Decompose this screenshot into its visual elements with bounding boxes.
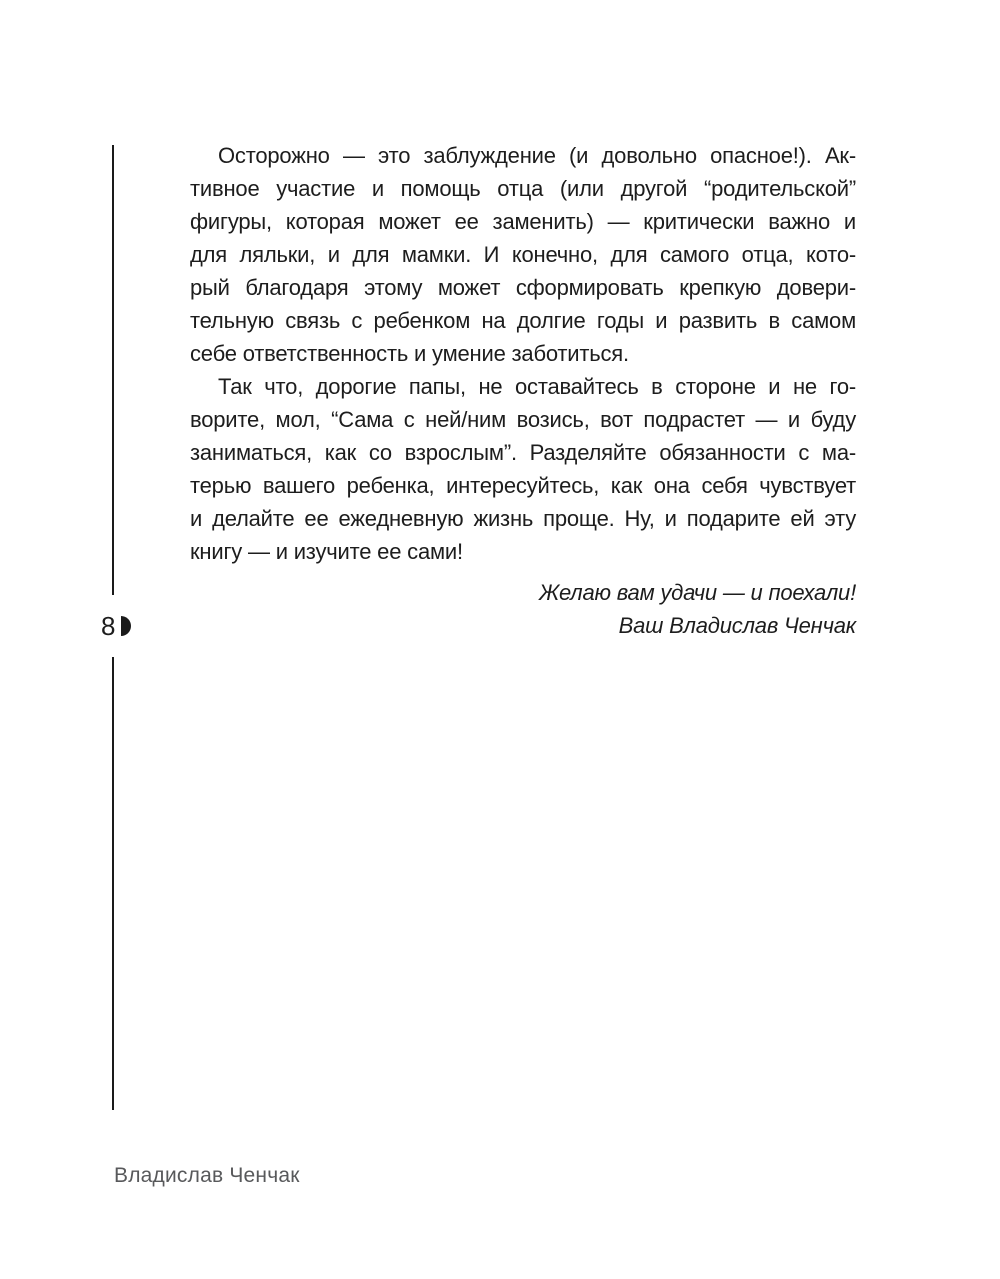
text-line: заниматься, как со взрослым”. Разделяйте обязанности с ма-	[190, 440, 856, 465]
half-circle-icon	[121, 616, 131, 636]
text-line: терью вашего ребенка, интересуйтесь, как она себя чувствует	[190, 473, 856, 498]
page-number-marker	[101, 612, 131, 640]
text-line: книгу — и изучите ее сами!	[190, 539, 463, 564]
text-line: фигуры, которая может ее заменить) — критически важно и	[190, 209, 856, 234]
text-line: тивное участие и помощь отца (или другой “родительской”	[190, 176, 856, 201]
text-line: рый благодаря этому может сформировать крепкую довери-	[190, 275, 856, 300]
paragraph	[190, 139, 856, 370]
text-line: и делайте ее ежедневную жизнь проще. Ну, и подарите ей эту	[190, 506, 856, 531]
text-line: Осторожно — это заблуждение (и довольно опасное!). Ак-	[218, 143, 856, 168]
body-text-block	[190, 139, 856, 642]
text-line: тельную связь с ребенком на долгие годы и развить в самом	[190, 308, 856, 333]
page-number: 8	[101, 611, 116, 641]
text-line: себе ответственность и умение заботиться.	[190, 341, 629, 366]
text-line: для ляльки, и для мамки. И конечно, для самого отца, кото-	[190, 242, 856, 267]
left-vertical-rule-bottom	[112, 657, 114, 1110]
text-line: Так что, дорогие папы, не оставайтесь в стороне и не го-	[218, 374, 856, 399]
text-line: ворите, мол, “Сама с ней/ним возись, вот подрастет — и буду	[190, 407, 856, 432]
author-signature	[190, 576, 856, 642]
text-line: Желаю вам удачи — и поехали!	[538, 580, 856, 605]
paragraph	[190, 370, 856, 568]
footer-author-name: Владислав Ченчак	[114, 1164, 300, 1187]
left-vertical-rule-top	[112, 145, 114, 595]
text-line: Ваш Владислав Ченчак	[618, 613, 856, 638]
